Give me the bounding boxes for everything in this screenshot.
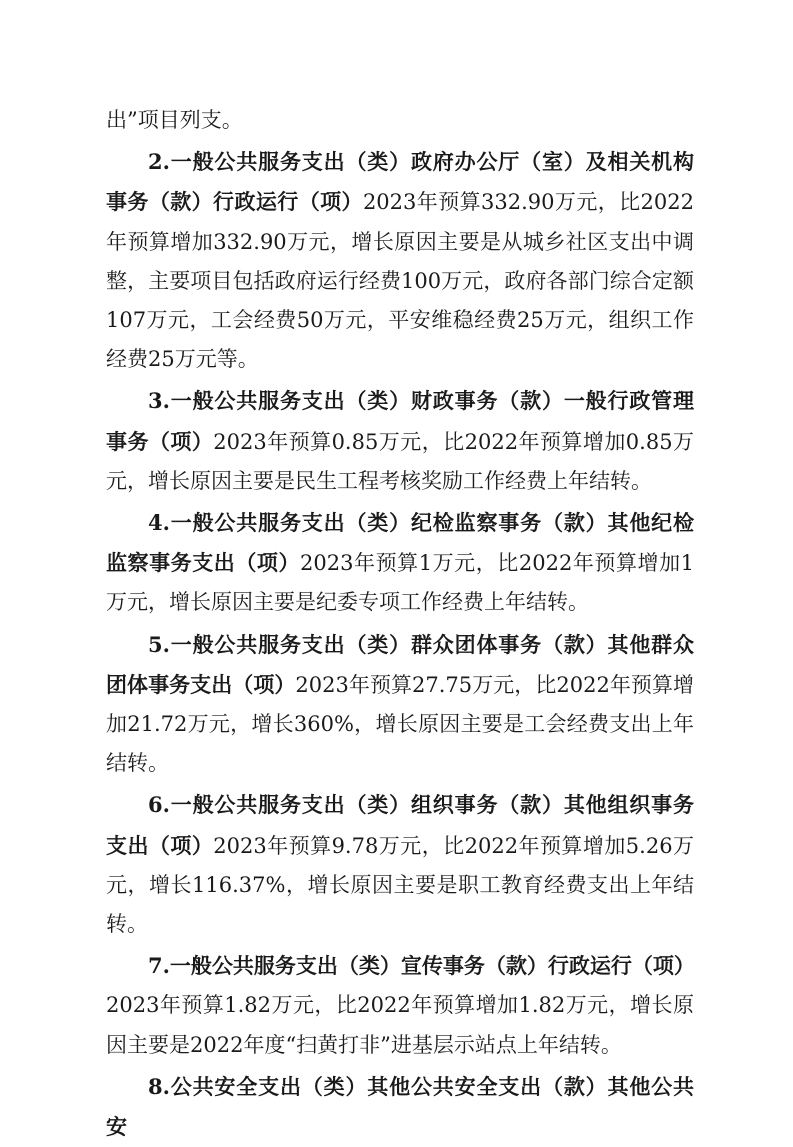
- paragraph-body: 2023年预算0.85万元，比2022年预算增加0.85万元，增长原因主要是民生工程考核奖励工作经费上年结转。: [106, 429, 695, 493]
- paragraph-body: 2023年预算1.82万元，比2022年预算增加1.82万元，增长原因主要是2022年度“扫黄打非”进基层示站点上年结转。: [106, 993, 694, 1057]
- paragraph-item-4: [106, 503, 694, 623]
- paragraph-heading: 7.一般公共服务支出（类）宣传事务（款）行政运行（项）: [148, 953, 695, 979]
- document-page: [106, 101, 694, 1147]
- paragraph-body: 2023年预算332.90万元，比2022年预算增加332.90万元，增长原因主要是从城乡社区支出中调整，主要项目包括政府运行经费100万元，政府各部门综合定额107万元，工会经费50万元，平安维稳经费25万元，组织工作经费25万元等。: [106, 190, 694, 372]
- paragraph-heading: 3.一般公共服务支出（类）财政事务（款）一般行政管理事务（项）: [106, 388, 694, 454]
- paragraph-continuation: [106, 101, 694, 140]
- paragraph-body: 出”项目列支。: [106, 108, 243, 132]
- paragraph-item-6: [106, 785, 694, 944]
- paragraph-body: 2023年预算1万元，比2022年预算增加1万元，增长原因主要是纪委专项工作经费上年结转。: [106, 551, 695, 615]
- paragraph-item-2: [106, 142, 694, 379]
- paragraph-heading: 5.一般公共服务支出（类）群众团体事务（款）其他群众团体事务支出（项）: [106, 631, 694, 697]
- paragraph-body: 2023年预算9.78万元，比2022年预算增加5.26万元，增长116.37%，增长原因主要是职工教育经费支出上年结转。: [106, 833, 695, 937]
- paragraph-heading: 8.公共安全支出（类）其他公共安全支出（款）其他公共安: [106, 1073, 694, 1140]
- paragraph-heading: 2.一般公共服务支出（类）政府办公厅（室）及相关机构事务（款）行政运行（项）: [106, 149, 694, 215]
- paragraph-item-3: [106, 381, 694, 501]
- paragraph-item-5: [106, 625, 694, 784]
- paragraph-heading: 6.一般公共服务支出（类）组织事务（款）其他组织事务支出（项）: [106, 792, 694, 858]
- paragraph-heading: 4.一般公共服务支出（类）纪检监察事务（款）其他纪检监察事务支出（项）: [106, 510, 694, 576]
- paragraph-body: 2023年预算27.75万元，比2022年预算增加21.72万元，增长360%，增长原因主要是工会经费支出上年结转。: [106, 672, 694, 776]
- paragraph-item-8: [106, 1067, 694, 1147]
- paragraph-item-7: [106, 946, 694, 1065]
